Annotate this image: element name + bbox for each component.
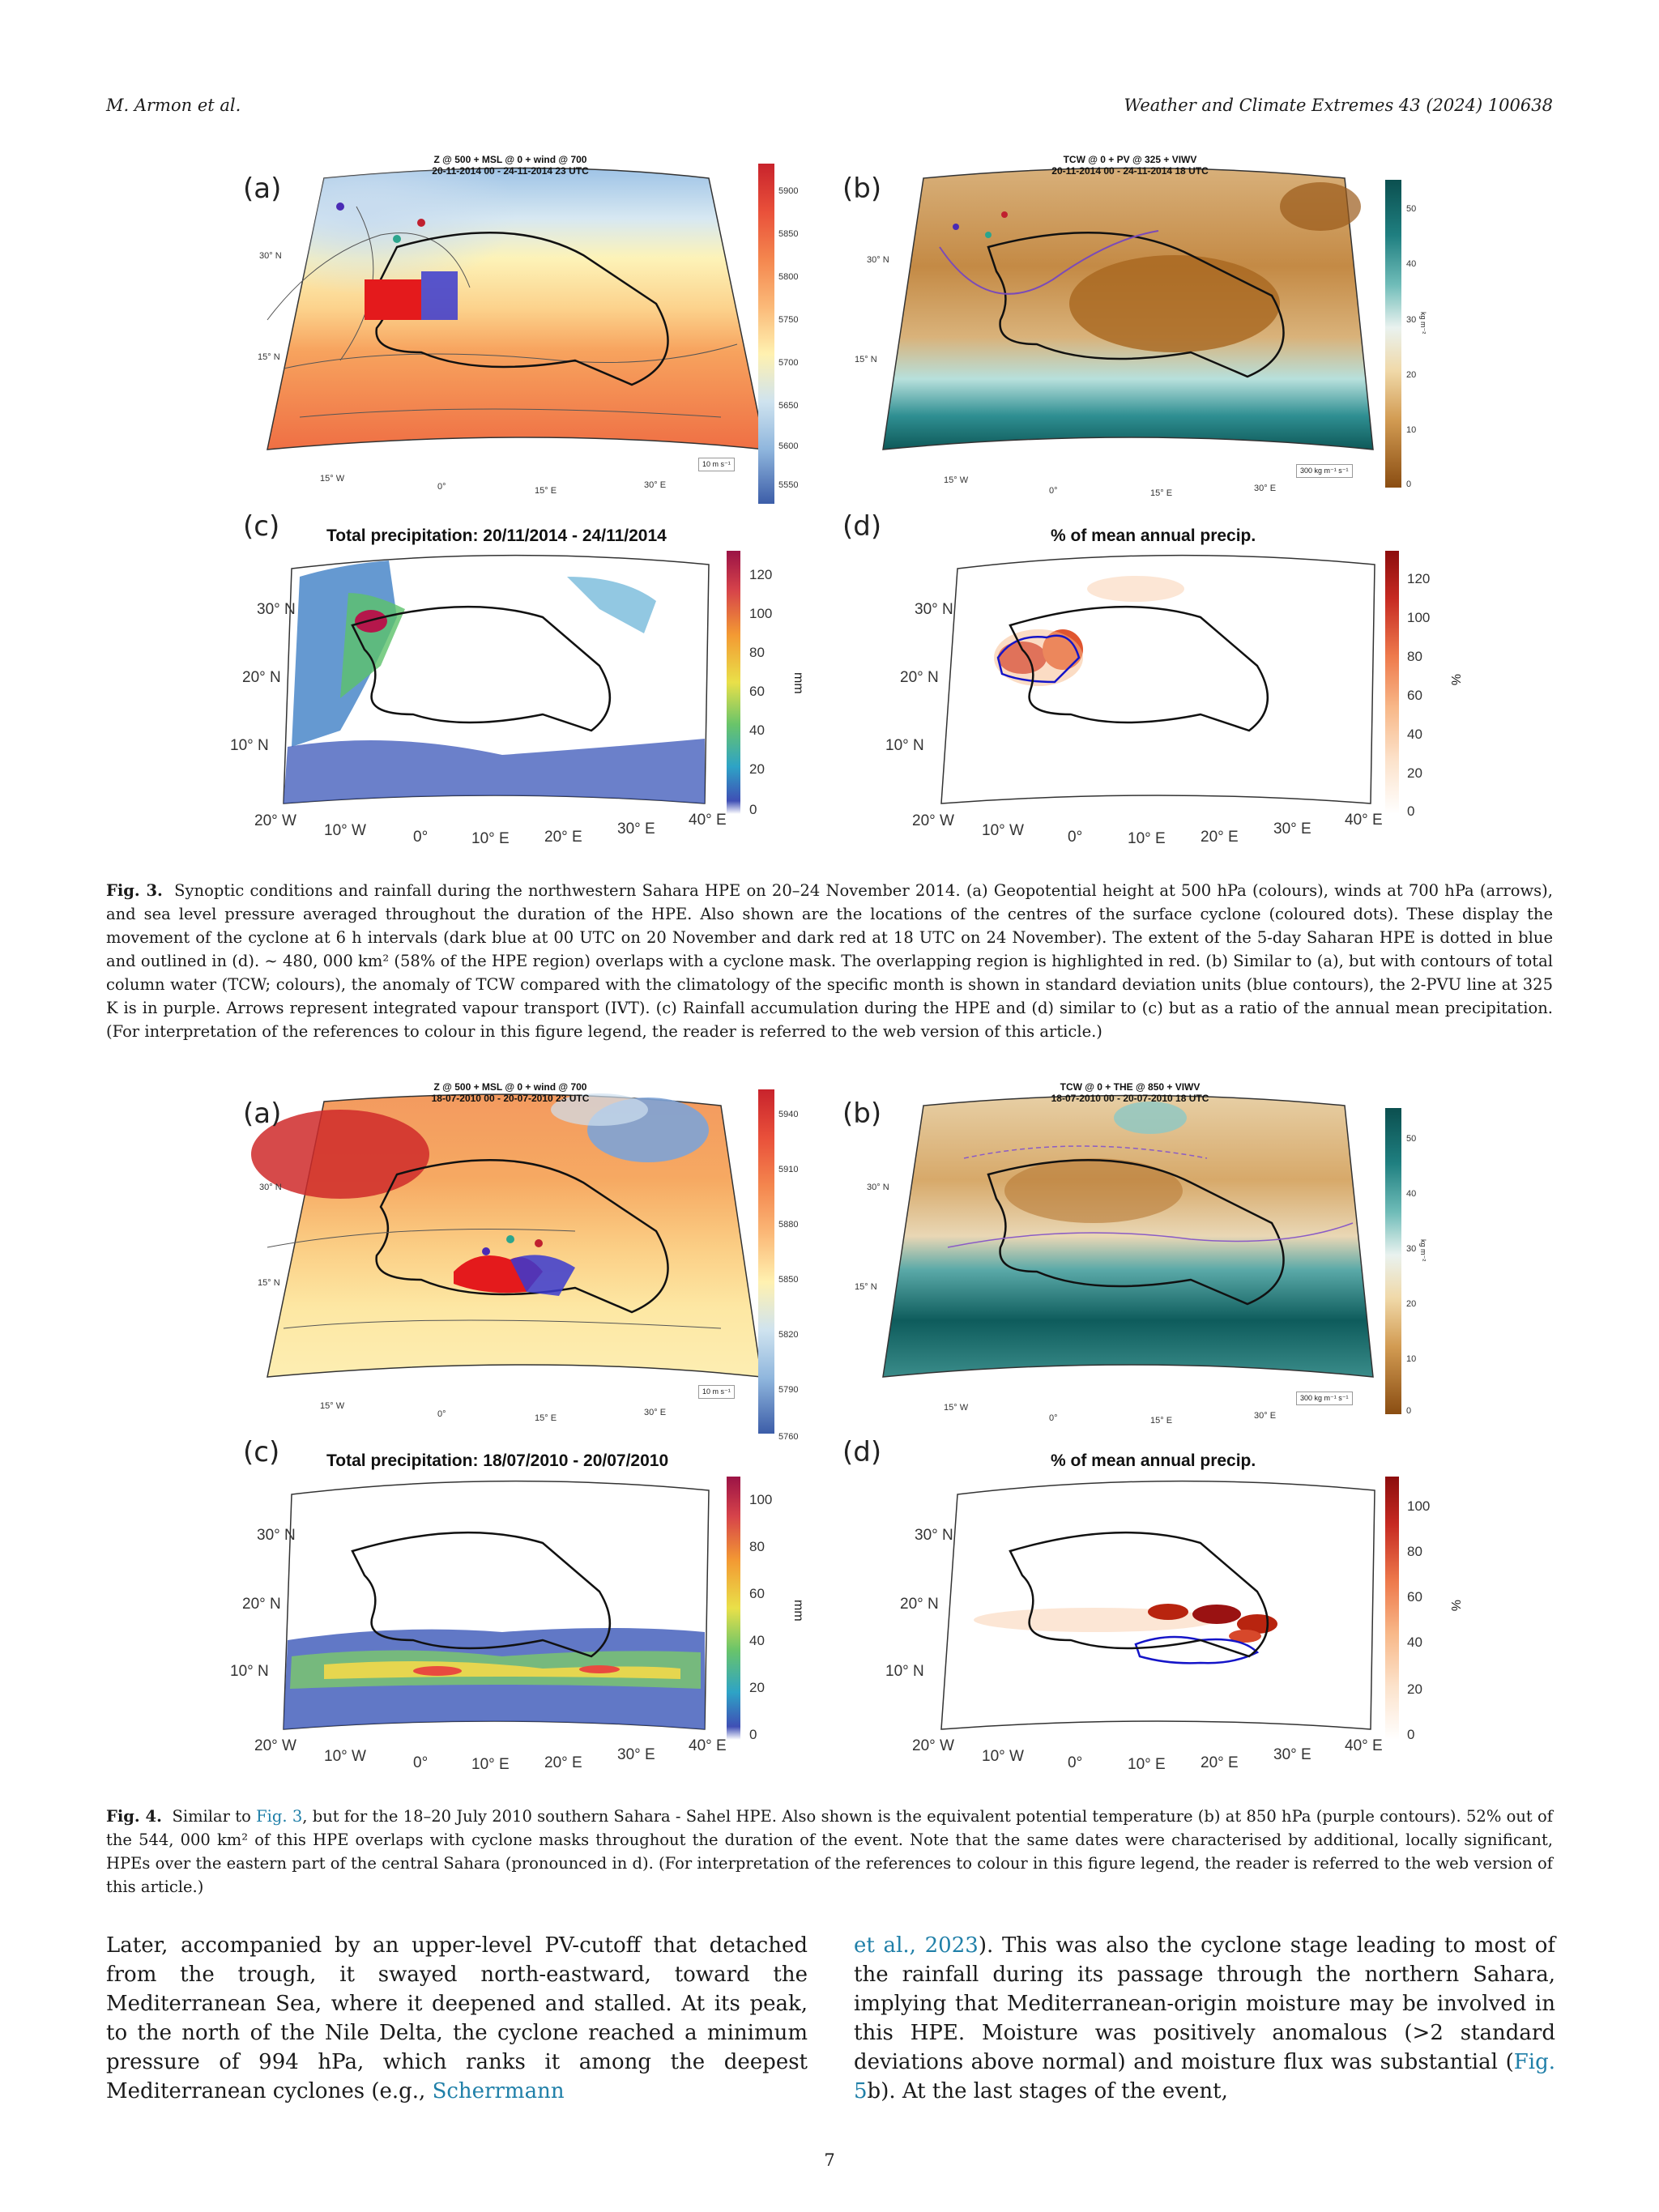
fig3a-reference-arrow: 10 m s⁻¹: [698, 458, 735, 471]
fig3a-cbar-tick: 5600: [778, 441, 799, 451]
fig3a-lon-tick: 15° E: [535, 486, 557, 496]
fig4a-cbar-tick: 5790: [778, 1385, 799, 1395]
fig4b-reference-arrow: 300 kg m⁻¹ s⁻¹: [1296, 1392, 1353, 1405]
fig3b-cbar-tick: 20: [1406, 370, 1417, 380]
fig4c-cbar-tick: 40: [749, 1633, 765, 1648]
fig3-panel-b: [855, 154, 1434, 510]
fig3c-cbar-tick: 80: [749, 645, 765, 660]
fig3d-label: (d): [842, 510, 882, 543]
fig4-caption-fig3-link[interactable]: Fig. 3: [256, 1807, 303, 1826]
fig3b-label: (b): [842, 173, 882, 205]
fig3d-map: [933, 544, 1387, 824]
fig3c-title: Total precipitation: 20/11/2014 - 24/11/2014: [326, 526, 667, 545]
fig3a-map: [235, 158, 770, 506]
fig4d-lat-tick: 10° N: [885, 1663, 924, 1680]
fig4c-lat-tick: 10° N: [230, 1663, 269, 1680]
fig3c-lat-tick: 30° N: [257, 601, 296, 618]
fig4a-lon-tick: 15° E: [535, 1413, 557, 1423]
fig4c-cbar-unit: mm: [791, 1600, 805, 1622]
fig3c-cbar-tick: 40: [749, 722, 765, 738]
fig4c-cbar-tick: 100: [749, 1492, 773, 1507]
fig4d-lon-tick: 30° E: [1273, 1746, 1311, 1763]
fig3c-lon-tick: 10° E: [471, 830, 510, 847]
fig4b-label: (b): [842, 1097, 882, 1130]
fig4-panel-c: [275, 1470, 729, 1762]
fig3d-cbar-tick: 20: [1407, 765, 1422, 781]
fig3d-lat-tick: 10° N: [885, 737, 924, 754]
fig3d-lon-tick: 30° E: [1273, 820, 1311, 837]
body-right-text-1: ). This was also the cyclone stage leading to most of the rainfall during its passage through the northern Sahara, implying that Mediterranean-origin moisture may be involved in this HPE. Moisture was positively anomalous (>2 standard deviations above normal) and moisture flux was substantial (: [854, 1933, 1555, 2074]
fig3d-cbar-tick: 80: [1407, 649, 1422, 664]
fig4-caption: [106, 1805, 1553, 1899]
fig4d-lon-tick: 40° E: [1345, 1737, 1383, 1754]
fig4c-lat-tick: 20° N: [242, 1596, 281, 1613]
running-head-authors: M. Armon et al.: [106, 96, 241, 115]
fig3d-cbar-tick: 60: [1407, 688, 1422, 703]
fig3c-cbar-tick: 0: [749, 802, 757, 817]
fig4d-cbar-tick: 40: [1407, 1634, 1422, 1650]
fig3d-cbar-tick: 40: [1407, 727, 1422, 742]
citation-etal-2023-link[interactable]: et al., 2023: [854, 1933, 979, 1958]
fig4c-lon-tick: 0°: [413, 1754, 429, 1771]
fig4b-cbar-tick: 0: [1406, 1406, 1412, 1416]
fig3a-cbar-tick: 5700: [778, 358, 799, 368]
fig4b-map: [867, 1085, 1401, 1434]
fig3a-label: (a): [243, 173, 282, 205]
fig3d-cbar-tick: 120: [1407, 571, 1431, 586]
fig4b-cbar-tick: 50: [1406, 1134, 1417, 1144]
fig3c-lat-tick: 20° N: [242, 669, 281, 686]
fig4c-cbar-tick: 20: [749, 1680, 765, 1695]
fig3d-lon-tick: 40° E: [1345, 812, 1383, 829]
fig3c-cbar-tick: 20: [749, 761, 765, 777]
fig4d-cbar-tick: 0: [1407, 1727, 1415, 1742]
fig3d-lon-tick: 10° E: [1128, 830, 1166, 847]
page-number: 7: [824, 2150, 835, 2170]
fig3a-cbar-tick: 5800: [778, 272, 799, 282]
fig3a-lon-tick: 15° W: [320, 474, 345, 484]
fig3a-lon-tick: 30° E: [644, 480, 667, 490]
fig3d-colorbar: [1385, 551, 1399, 814]
fig3b-cbar-tick: 30: [1406, 315, 1417, 325]
fig4c-cbar-tick: 80: [749, 1539, 765, 1554]
fig3c-lon-tick: 40° E: [689, 812, 727, 829]
body-right-text-2: b). At the last stages of the event,: [867, 2079, 1228, 2103]
fig4a-title: Z @ 500 + MSL @ 0 + wind @ 700 18-07-2010 00 - 20-07-2010 23 UTC: [431, 1081, 590, 1104]
fig4c-lat-tick: 30° N: [257, 1527, 296, 1544]
fig4d-cbar-tick: 60: [1407, 1589, 1422, 1605]
fig3c-cbar-tick: 120: [749, 567, 773, 582]
fig3c-lon-tick: 10° W: [324, 822, 366, 839]
fig4-panel-b: [855, 1081, 1434, 1446]
fig3c-lon-tick: 30° E: [617, 820, 655, 837]
fig4d-cbar-tick: 100: [1407, 1498, 1431, 1514]
fig3-caption: [106, 879, 1553, 1043]
fig3a-lat-tick: 30° N: [259, 251, 282, 261]
fig3c-lat-tick: 10° N: [230, 737, 269, 754]
fig4-caption-pre: Similar to: [172, 1807, 251, 1826]
fig3-panel-a: [235, 154, 802, 510]
fig5-link[interactable]: Fig. 5: [854, 2050, 1555, 2103]
fig3c-cbar-tick: 60: [749, 684, 765, 699]
fig4d-title: % of mean annual precip.: [1051, 1451, 1256, 1470]
fig3d-lon-tick: 0°: [1068, 829, 1083, 846]
fig3c-map: [275, 544, 729, 824]
citation-scherrmann-link[interactable]: Scherrmann: [432, 2079, 565, 2103]
fig3a-lon-tick: 0°: [437, 482, 446, 492]
fig3d-cbar-tick: 100: [1407, 610, 1431, 625]
fig4a-map: [235, 1085, 770, 1434]
fig4-panel-a: [235, 1081, 802, 1446]
fig3-panel-c: [275, 544, 729, 836]
fig3a-lat-tick: 15° N: [258, 352, 280, 362]
fig4d-cbar-tick: 80: [1407, 1544, 1422, 1559]
fig3-panel-d: [933, 544, 1387, 836]
fig4d-lon-tick: 20° E: [1201, 1754, 1239, 1771]
running-head-journal: Weather and Climate Extremes 43 (2024) 100638: [1124, 96, 1553, 115]
fig4d-lon-tick: 0°: [1068, 1754, 1083, 1771]
fig4d-label: (d): [842, 1436, 882, 1468]
fig4b-title: TCW @ 0 + THE @ 850 + VIWV 18-07-2010 00 - 20-07-2010 18 UTC: [1051, 1081, 1209, 1104]
fig4d-map: [933, 1470, 1387, 1750]
fig4b-lon-tick: 0°: [1049, 1413, 1058, 1423]
fig3a-cbar-tick: 5750: [778, 315, 799, 325]
fig4b-lon-tick: 30° E: [1254, 1411, 1277, 1421]
fig3-caption-label: Fig. 3.: [106, 881, 163, 900]
fig3c-lon-tick: 20° W: [254, 812, 296, 829]
fig3c-colorbar: [727, 551, 740, 814]
fig3d-lon-tick: 20° W: [912, 812, 954, 829]
fig3b-colorbar: [1385, 180, 1401, 488]
fig3b-lon-tick: 15° E: [1150, 488, 1173, 498]
fig4b-lat-tick: 15° N: [855, 1282, 877, 1292]
fig3b-map: [867, 158, 1401, 506]
fig3c-lon-tick: 0°: [413, 829, 429, 846]
fig4a-cbar-tick: 5940: [778, 1110, 799, 1119]
fig4d-colorbar: [1385, 1477, 1399, 1740]
fig3-caption-text: Synoptic conditions and rainfall during the northwestern Sahara HPE on 20–24 November 2014. (a) Geopotential height at 500 hPa (colours), winds at 700 hPa (arrows), and sea level pressure averaged throughout the duration of the HPE. Also shown are the locations of the centres of the surface cyclone (coloured dots). These display the movement of the cyclone at 6 h intervals (dark blue at 00 UTC on 20 November and dark red at 18 UTC on 24 November). The extent of the 5-day Saharan HPE is dotted in blue and outlined in (d). ∼ 480, 000 km² (58% of the HPE region) overlaps with a cyclone mask. The overlapping region is highlighted in red. (b) Similar to (a), but with contours of total column water (TCW; colours), the anomaly of TCW compared with the climatology of the specific month is shown in standard deviation units (blue contours), the 2-PVU line at 325 K is in purple. Arrows represent integrated vapour transport (IVT). (c) Rainfall accumulation during the HPE and (d) similar to (c) but as a ratio of the annual mean precipitation. (For interpretation of the references to colour in this figure legend, the reader is referred to the web version of this article.): [106, 881, 1553, 1041]
fig4a-cbar-tick: 5760: [778, 1432, 799, 1442]
fig3b-cbar-unit: kg m⁻²: [1419, 312, 1427, 335]
fig4a-cbar-tick: 5880: [778, 1220, 799, 1230]
fig3b-cbar-tick: 0: [1406, 479, 1412, 489]
body-left-text: Later, accompanied by an upper-level PV-cutoff that detached from the trough, it swayed north-eastward, toward the Mediterranean Sea, where it deepened and stalled. At its peak, to the north of the Nile Delta, the cyclone reached a minimum pressure of 994 hPa, which ranks it among the deepest Mediterranean cyclones (e.g.,: [106, 1933, 808, 2103]
fig4c-lon-tick: 30° E: [617, 1746, 655, 1763]
fig3b-lon-tick: 30° E: [1254, 484, 1277, 493]
fig4c-map: [275, 1470, 729, 1750]
fig4d-lon-tick: 10° W: [982, 1748, 1024, 1765]
fig4a-colorbar: [758, 1089, 774, 1434]
fig3d-cbar-unit: %: [1448, 674, 1462, 686]
fig4a-cbar-tick: 5820: [778, 1330, 799, 1340]
fig4a-lat-tick: 30° N: [259, 1183, 282, 1192]
fig4b-lon-tick: 15° W: [944, 1403, 969, 1413]
fig3d-lat-tick: 20° N: [900, 669, 939, 686]
body-column-right: [854, 1931, 1555, 2106]
fig3a-colorbar: [758, 164, 774, 504]
fig3c-label: (c): [243, 510, 280, 543]
fig3c-cbar-tick: 100: [749, 606, 773, 621]
fig4c-cbar-tick: 60: [749, 1586, 765, 1601]
fig3a-cbar-tick: 5900: [778, 186, 799, 196]
fig3b-lat-tick: 15° N: [855, 355, 877, 364]
fig4b-lon-tick: 15° E: [1150, 1416, 1173, 1426]
fig4d-lat-tick: 20° N: [900, 1596, 939, 1613]
fig3d-lat-tick: 30° N: [915, 601, 953, 618]
fig4a-label: (a): [243, 1097, 282, 1130]
fig3a-cbar-tick: 5650: [778, 401, 799, 411]
fig3c-lon-tick: 20° E: [544, 829, 582, 846]
fig3d-lon-tick: 20° E: [1201, 829, 1239, 846]
fig4d-lon-tick: 10° E: [1128, 1756, 1166, 1773]
fig3a-cbar-tick: 5550: [778, 480, 799, 490]
fig3b-title: TCW @ 0 + PV @ 325 + VIWV 20-11-2014 00 - 24-11-2014 18 UTC: [1051, 154, 1209, 177]
fig3d-lon-tick: 10° W: [982, 822, 1024, 839]
fig4b-cbar-tick: 40: [1406, 1189, 1417, 1199]
fig4a-cbar-tick: 5850: [778, 1275, 799, 1285]
fig4d-cbar-unit: %: [1448, 1600, 1462, 1612]
fig3b-lat-tick: 30° N: [867, 255, 889, 265]
fig4c-title: Total precipitation: 18/07/2010 - 20/07/2010: [326, 1451, 669, 1470]
fig4-caption-label: Fig. 4.: [106, 1807, 162, 1826]
fig4-caption-text: , but for the 18–20 July 2010 southern Sahara - Sahel HPE. Also shown is the equivalent potential temperature (b) at 850 hPa (purple contours). 52% out of the 544, 000 km² of this HPE overlaps with cyclone masks throughout the duration of the event. Note that the same dates were characterised by additional, locally significant, HPEs over the eastern part of the central Sahara (pronounced in d). (For interpretation of the references to colour in this figure legend, the reader is referred to the web version of this article.): [106, 1807, 1553, 1896]
fig4a-lat-tick: 15° N: [258, 1278, 280, 1288]
fig4b-cbar-tick: 10: [1406, 1354, 1417, 1364]
fig4c-lon-tick: 20° W: [254, 1737, 296, 1754]
fig4c-colorbar: [727, 1477, 740, 1740]
fig4b-lat-tick: 30° N: [867, 1183, 889, 1192]
fig3b-cbar-tick: 40: [1406, 259, 1417, 269]
fig4-panel-d: [933, 1470, 1387, 1762]
fig4b-colorbar: [1385, 1108, 1401, 1414]
fig4a-lon-tick: 0°: [437, 1409, 446, 1419]
fig4d-cbar-tick: 20: [1407, 1681, 1422, 1697]
fig4c-lon-tick: 20° E: [544, 1754, 582, 1771]
fig4d-lat-tick: 30° N: [915, 1527, 953, 1544]
fig3a-cbar-tick: 5850: [778, 229, 799, 239]
fig3b-cbar-tick: 50: [1406, 204, 1417, 214]
fig3b-lon-tick: 15° W: [944, 475, 969, 485]
fig4b-cbar-tick: 20: [1406, 1299, 1417, 1309]
fig4a-lon-tick: 15° W: [320, 1401, 345, 1411]
fig4a-reference-arrow: 10 m s⁻¹: [698, 1385, 735, 1399]
fig3a-title: Z @ 500 + MSL @ 0 + wind @ 700 20-11-2014 00 - 24-11-2014 23 UTC: [432, 154, 589, 177]
fig4d-lon-tick: 20° W: [912, 1737, 954, 1754]
fig4c-lon-tick: 10° W: [324, 1748, 366, 1765]
fig3c-cbar-unit: mm: [791, 672, 805, 694]
fig4b-cbar-tick: 30: [1406, 1244, 1417, 1254]
fig3d-cbar-tick: 0: [1407, 803, 1415, 819]
fig4c-lon-tick: 40° E: [689, 1737, 727, 1754]
fig4b-cbar-unit: kg m⁻²: [1419, 1239, 1427, 1262]
fig3b-reference-arrow: 300 kg m⁻¹ s⁻¹: [1296, 464, 1353, 478]
fig4a-lon-tick: 30° E: [644, 1408, 667, 1417]
fig3b-lon-tick: 0°: [1049, 486, 1058, 496]
fig4c-label: (c): [243, 1436, 280, 1468]
fig3b-cbar-tick: 10: [1406, 425, 1417, 435]
fig4c-lon-tick: 10° E: [471, 1756, 510, 1773]
body-column-left: [106, 1931, 808, 2106]
fig4a-cbar-tick: 5910: [778, 1165, 799, 1174]
fig3d-title: % of mean annual precip.: [1051, 526, 1256, 545]
fig4c-cbar-tick: 0: [749, 1727, 757, 1742]
